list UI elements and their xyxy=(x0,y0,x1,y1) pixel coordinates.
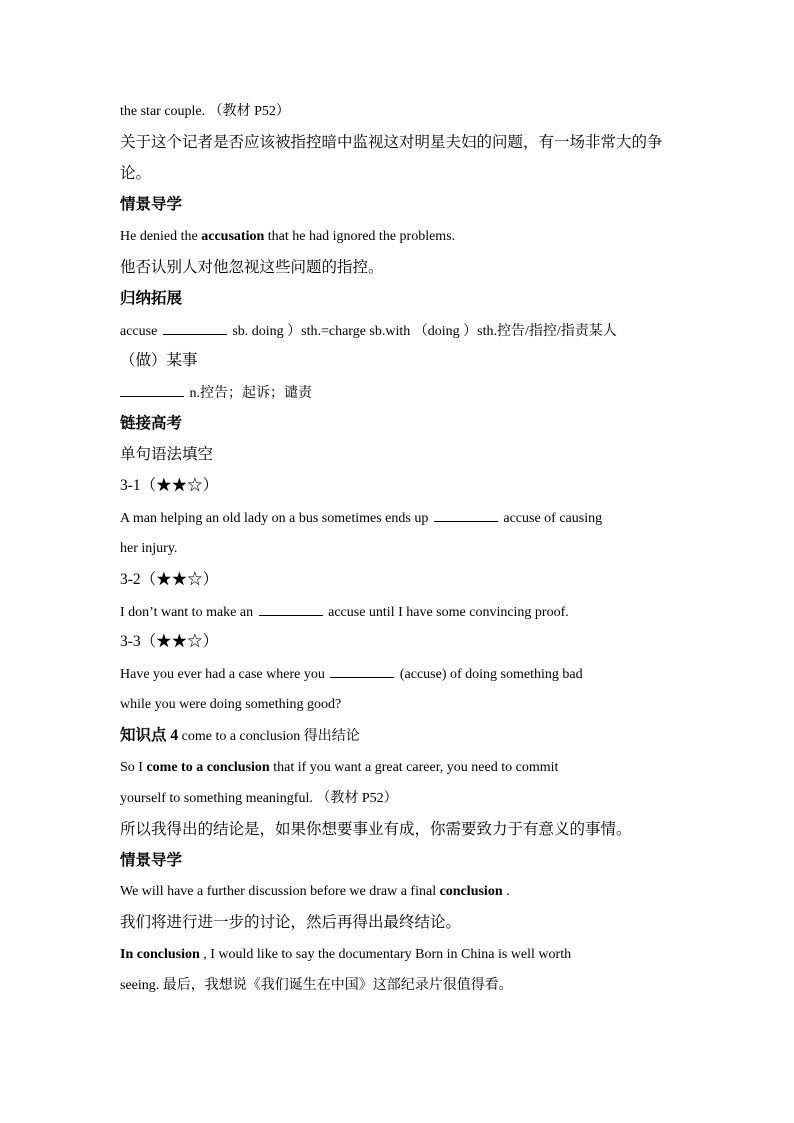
answer-blank[interactable] xyxy=(259,602,323,616)
text: that if you want a great career, you need to commit xyxy=(269,760,559,775)
summary-line xyxy=(120,383,312,404)
text-line: the star couple. （教材 P52） xyxy=(120,104,290,119)
example-sentence xyxy=(120,758,558,778)
section-heading: 链接高考 xyxy=(120,415,183,432)
question-text: her injury. xyxy=(120,541,178,556)
text: We will have a further discussion before we draw a final xyxy=(120,884,440,899)
question-label: 3-2（★★☆） xyxy=(120,571,219,588)
answer-blank[interactable] xyxy=(120,383,184,397)
example-sentence: yourself to something meaningful. （教材 P52） xyxy=(120,791,398,806)
example-sentence xyxy=(120,945,571,965)
text-line: 论。 xyxy=(120,165,152,182)
summary-line: （做）某事 xyxy=(120,352,198,369)
keyword: accusation xyxy=(201,229,265,244)
keyword: come to a conclusion xyxy=(146,760,270,775)
knowledge-point-label: 知识点 4 xyxy=(120,727,179,744)
question-text xyxy=(120,602,569,623)
section-heading: 情景导学 xyxy=(120,852,183,869)
knowledge-point-heading xyxy=(120,726,360,747)
translation: 他否认别人对他忽视这些问题的指控。 xyxy=(120,259,384,276)
question-text: while you were doing something good? xyxy=(120,697,342,712)
example-sentence xyxy=(120,882,510,902)
text: sb. doing ）sth.=charge sb.with （doing ）sth.控告/指控/指责某人 xyxy=(228,324,617,339)
text: , I would like to say the documentary Born in China is well worth xyxy=(199,947,572,962)
text: He denied the xyxy=(120,229,202,244)
answer-blank[interactable] xyxy=(330,664,394,678)
text: (accuse) of doing something bad xyxy=(396,667,583,682)
text: Have you ever had a case where you xyxy=(120,667,329,682)
summary-line xyxy=(120,321,617,342)
question-text xyxy=(120,508,602,529)
question-label: 3-1（★★☆） xyxy=(120,477,219,494)
text-line: 关于这个记者是否应该被指控暗中监视这对明星夫妇的问题，有一场非常大的争 xyxy=(120,134,663,151)
question-label: 3-3（★★☆） xyxy=(120,633,219,650)
text: I don’t want to make an xyxy=(120,605,257,620)
translation: 我们将进行进一步的讨论，然后再得出最终结论。 xyxy=(120,914,462,931)
keyword: In conclusion xyxy=(120,947,200,962)
text: that he had ignored the problems. xyxy=(264,229,456,244)
example-sentence: seeing. 最后，我想说《我们诞生在中国》这部纪录片很值得看。 xyxy=(120,978,513,993)
text: come to a conclusion 得出结论 xyxy=(178,729,360,744)
keyword: conclusion xyxy=(439,884,503,899)
text: accuse xyxy=(120,324,161,339)
translation: 所以我得出的结论是，如果你想要事业有成，你需要致力于有意义的事情。 xyxy=(120,821,632,838)
question-text xyxy=(120,664,583,685)
text: So I xyxy=(120,760,147,775)
text: . xyxy=(502,884,510,899)
example-sentence xyxy=(120,227,455,247)
text: A man helping an old lady on a bus sometimes ends up xyxy=(120,511,432,526)
text: n.控告；起诉；谴责 xyxy=(186,386,312,401)
text: accuse of causing xyxy=(499,511,603,526)
answer-blank[interactable] xyxy=(434,508,498,522)
text: accuse until I have some convincing proof. xyxy=(324,605,569,620)
answer-blank[interactable] xyxy=(163,321,227,335)
subheading: 单句语法填空 xyxy=(120,446,214,463)
section-heading: 情景导学 xyxy=(120,196,183,213)
section-heading: 归纳拓展 xyxy=(120,290,183,307)
